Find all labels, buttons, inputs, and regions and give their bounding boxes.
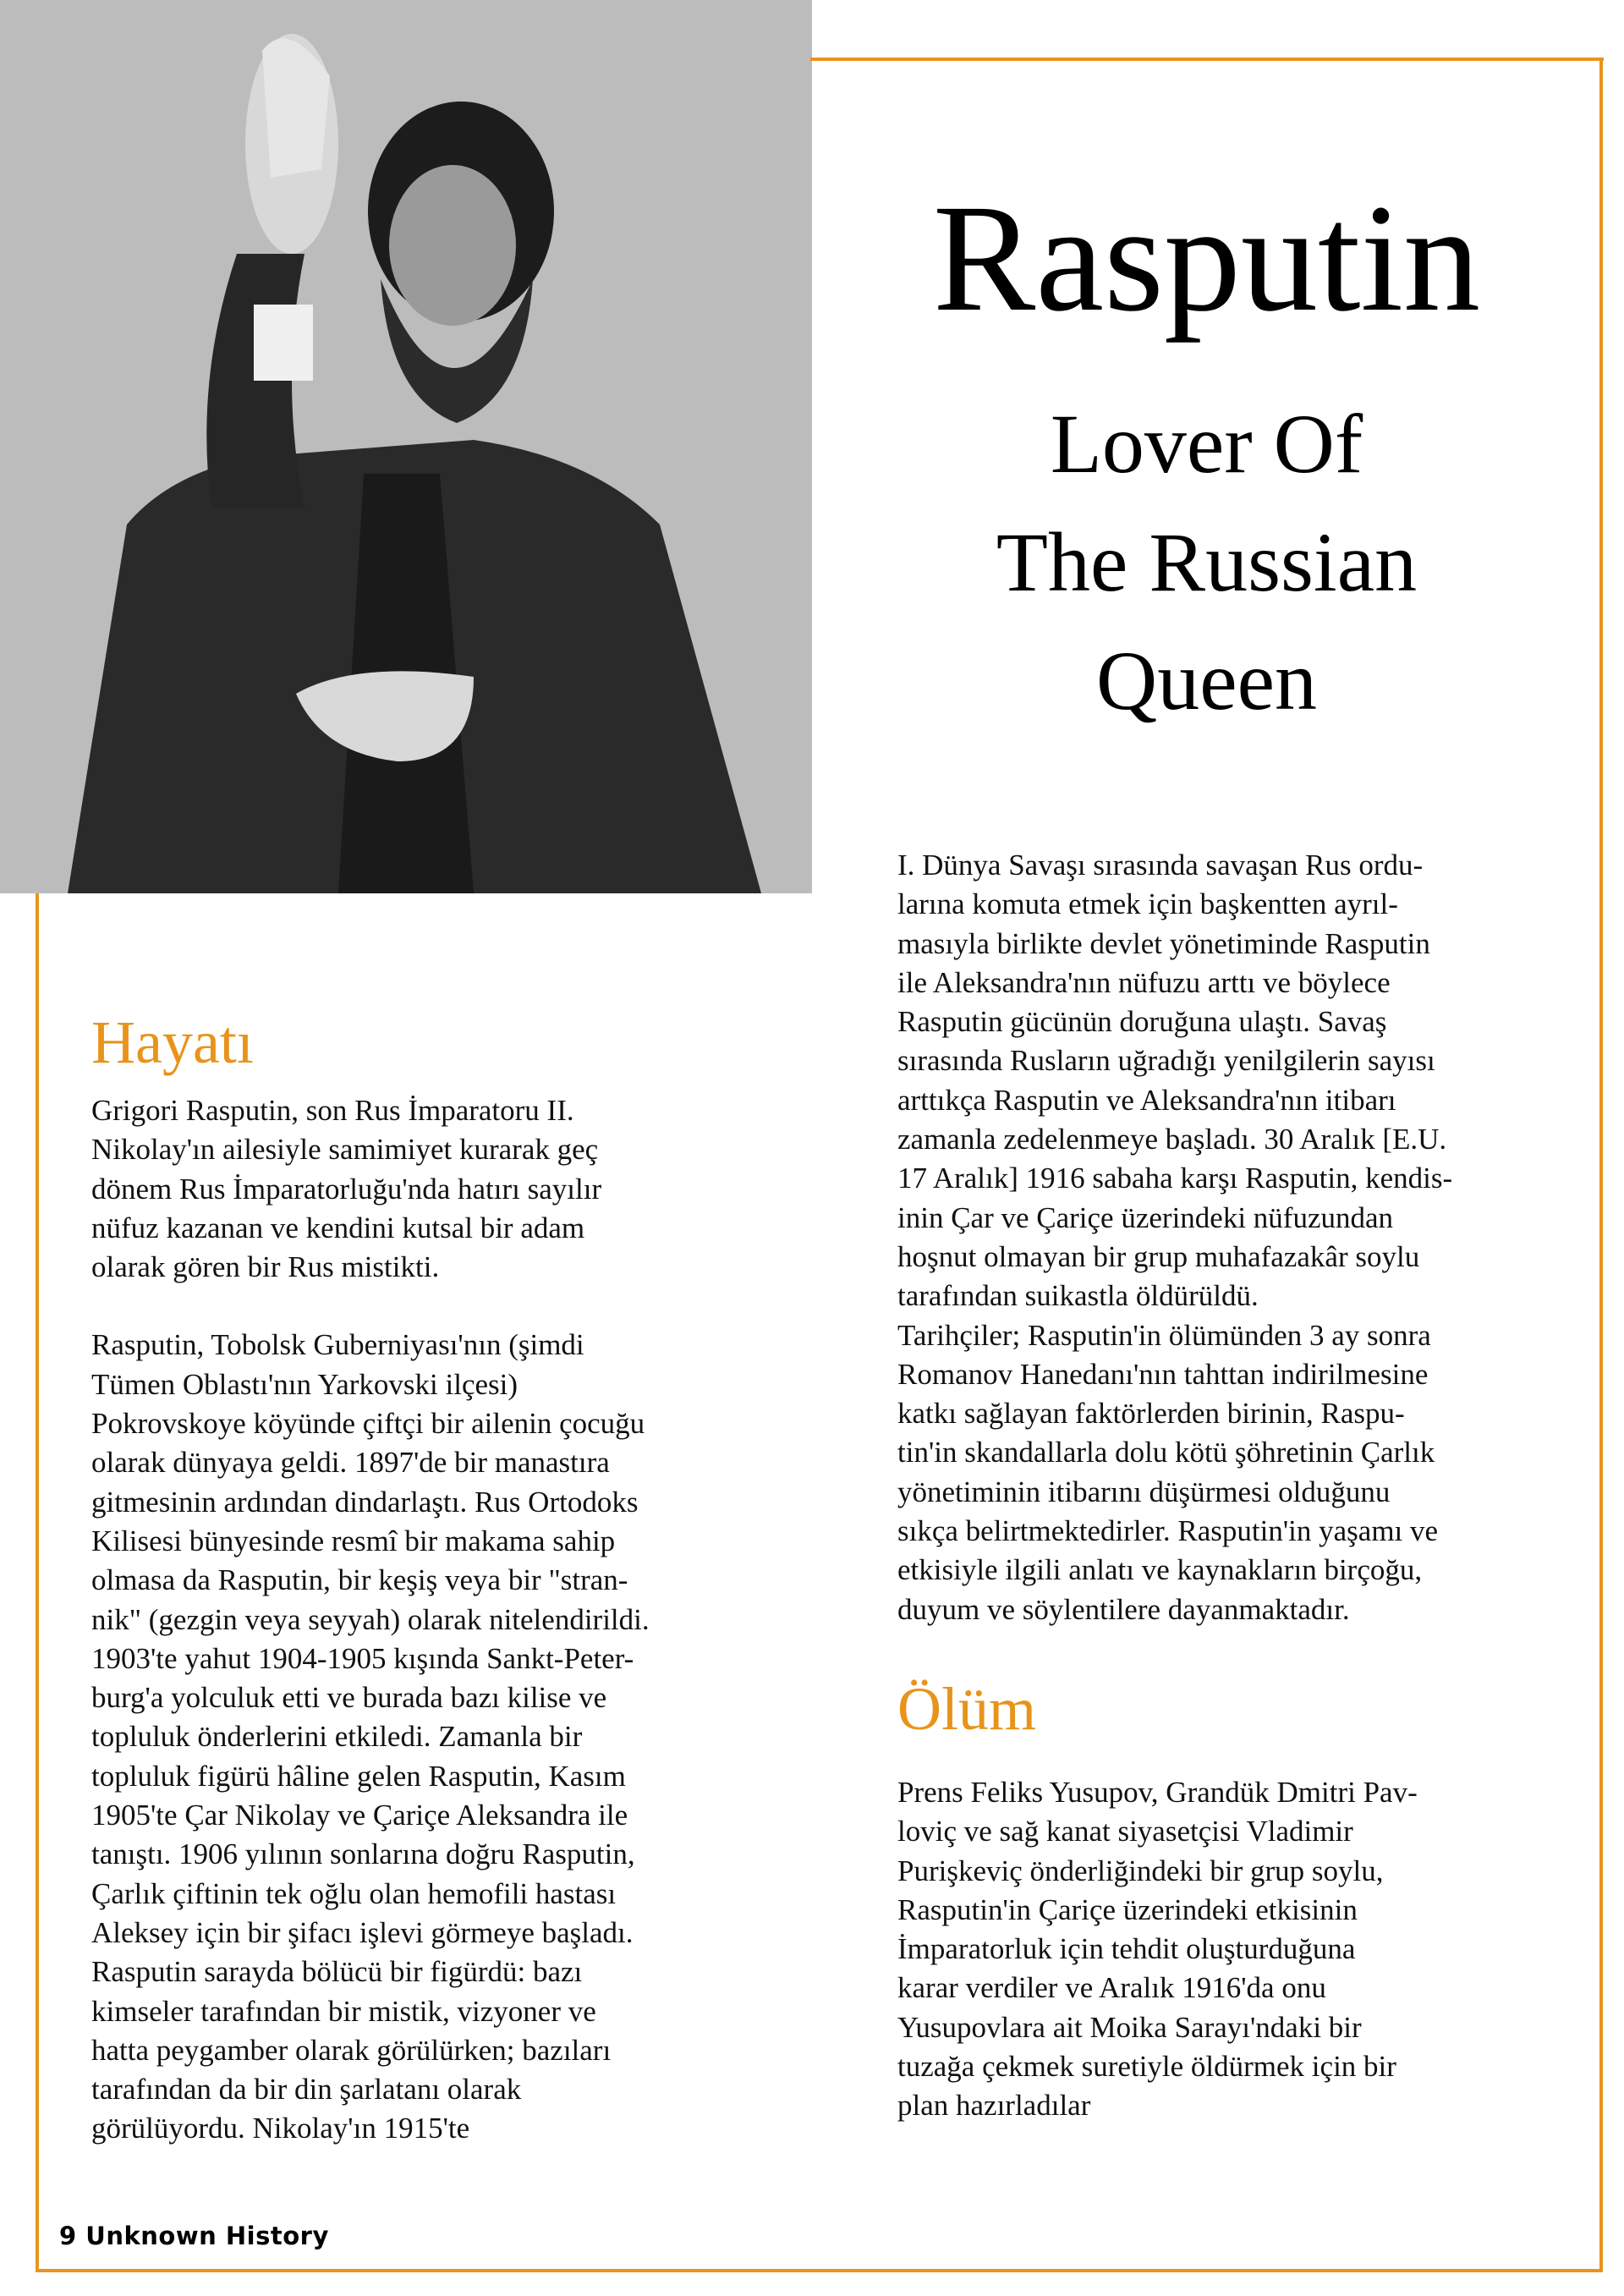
text-line: duyum ve söylentilere dayanmaktadır.	[897, 1592, 1350, 1626]
text-line: ile Aleksandra'nın nüfuzu arttı ve böylece	[897, 965, 1391, 999]
text-line: Tarihçiler; Rasputin'in ölümünden 3 ay sonra	[897, 1318, 1431, 1352]
text-line: olarak dünyaya geldi. 1897'de bir manastıra	[91, 1446, 610, 1480]
text-line: yönetiminin itibarını düşürmesi olduğunu	[897, 1475, 1391, 1508]
text-line: dönem Rus İmparatorluğu'nda hatırı sayılır	[91, 1172, 602, 1206]
text-line: loviç ve sağ kanat siyasetçisi Vladimir	[897, 1815, 1353, 1848]
page-number: 9	[59, 2222, 77, 2250]
hayati-paragraph-1	[91, 1091, 802, 1287]
text-line: nik" (gezgin veya seyyah) olarak nitelendirildi.	[91, 1602, 650, 1636]
text-line: Grigori Rasputin, son Rus İmparatoru II.	[91, 1094, 574, 1127]
text-line: burg'a yolculuk etti ve burada bazı kilise ve	[91, 1681, 607, 1715]
subtitle-line: Queen	[1096, 634, 1317, 728]
text-line: görülüyordu. Nikolay'ın 1915'te	[91, 2112, 470, 2145]
text-line: Rasputin gücünün doruğuna ulaştı. Savaş	[897, 1005, 1387, 1039]
text-line: 1905'te Çar Nikolay ve Çariçe Aleksandra ile	[91, 1799, 628, 1832]
page-footer	[59, 2222, 329, 2250]
text-line: olmasa da Rasputin, bir keşiş veya bir "stran-	[91, 1563, 628, 1597]
text-line: sırasında Rusların uğradığı yenilgilerin sayısı	[897, 1044, 1435, 1078]
text-line: 17 Aralık] 1916 sabaha karşı Rasputin, kendis-	[897, 1162, 1453, 1195]
text-line: Pokrovskoye köyünde çiftçi bir ailenin çocuğu	[91, 1407, 645, 1441]
article-subtitle	[812, 385, 1601, 740]
text-line: kimseler tarafından bir mistik, vizyoner ve	[91, 1994, 596, 2028]
portrait-illustration	[0, 0, 812, 893]
text-line: sıkça belirtmektedirler. Rasputin'in yaşamı ve	[897, 1514, 1439, 1548]
text-line: topluluk figürü hâline gelen Rasputin, Kasım	[91, 1759, 626, 1793]
right-column	[897, 846, 1583, 2126]
paragraph-gap	[91, 1287, 802, 1326]
text-line: etkisiyle ilgili anlatı ve kaynakların birçoğu,	[897, 1553, 1423, 1587]
text-line: tin'in skandallarla dolu kötü şöhretinin Çarlık	[897, 1436, 1435, 1469]
text-line: larına komuta etmek için başkentten ayrıl-	[897, 887, 1398, 921]
text-line: Romanov Hanedanı'nın tahttan indirilmesine	[897, 1357, 1429, 1391]
text-line: hoşnut olmayan bir grup muhafazakâr soylu	[897, 1239, 1420, 1273]
text-line: Rasputin'in Çariçe üzerindeki etkisinin	[897, 1892, 1358, 1926]
text-line: Rasputin sarayda bölücü bir figürdü: bazı	[91, 1955, 583, 1989]
text-line: tuzağa çekmek suretiyle öldürmek için bir	[897, 2050, 1396, 2084]
article-title: Rasputin	[932, 173, 1481, 343]
text-line: zamanla zedelenmeye başladı. 30 Aralık [E.U.	[897, 1123, 1447, 1156]
text-line: karar verdiler ve Aralık 1916'da onu	[897, 1971, 1326, 2005]
frame-border-bottom	[36, 2269, 1603, 2272]
text-line: I. Dünya Savaşı sırasında savaşan Rus ordu-	[897, 849, 1424, 882]
text-line: Rasputin, Tobolsk Guberniyası'nın (şimdi	[91, 1328, 584, 1362]
text-line: inin Çar ve Çariçe üzerindeki nüfuzundan	[897, 1200, 1394, 1234]
olum-paragraph	[897, 1773, 1583, 2126]
text-line: İmparatorluk için tehdit oluşturduğuna	[897, 1932, 1356, 1966]
left-column	[91, 1008, 802, 2149]
subtitle-line: Lover Of	[1050, 397, 1363, 491]
text-line: Kilisesi bünyesinde resmî bir makama sahip	[91, 1524, 616, 1557]
publication-name: Unknown History	[85, 2222, 329, 2250]
text-line: Nikolay'ın ailesiyle samimiyet kurarak geç	[91, 1133, 599, 1167]
section-heading-hayati: Hayatı	[91, 1008, 254, 1076]
text-line: plan hazırladılar	[897, 2089, 1091, 2123]
text-line: Aleksey için bir şifacı işlevi görmeye başladı.	[91, 1915, 634, 1949]
text-line: Tümen Oblastı'nın Yarkovski ilçesi)	[91, 1367, 518, 1401]
text-line: Purişkeviç önderliğindeki bir grup soylu,	[897, 1854, 1384, 1887]
text-line: nüfuz kazanan ve kendini kutsal bir adam	[91, 1211, 585, 1244]
rasputin-portrait-photo	[0, 0, 812, 893]
text-line: topluluk önderlerini etkiledi. Zamanla bir	[91, 1720, 583, 1754]
text-line: Yusupovlara ait Moika Sarayı'ndaki bir	[897, 2010, 1362, 2044]
text-line: olarak gören bir Rus mistikti.	[91, 1250, 440, 1284]
frame-border-left	[36, 893, 39, 2272]
text-line: hatta peygamber olarak görülürken; bazıları	[91, 2033, 612, 2067]
frame-border-top	[810, 58, 1604, 61]
text-line: Prens Feliks Yusupov, Grandük Dmitri Pav-	[897, 1775, 1418, 1809]
text-line: Çarlık çiftinin tek oğlu olan hemofili hastası	[91, 1876, 617, 1910]
hayati-paragraph-2	[91, 1326, 802, 2148]
continuation-paragraph	[897, 846, 1583, 1629]
text-line: tanıştı. 1906 yılının sonlarına doğru Rasputin,	[91, 1837, 635, 1871]
text-line: gitmesinin ardından dindarlaştı. Rus Ortodoks	[91, 1485, 639, 1519]
text-line: 1903'te yahut 1904-1905 kışında Sankt-Peter-	[91, 1641, 634, 1675]
text-line: masıyla birlikte devlet yönetiminde Rasputin	[897, 926, 1430, 960]
text-line: tarafından da bir din şarlatanı olarak	[91, 2073, 522, 2106]
text-line: tarafından suikastla öldürüldü.	[897, 1279, 1259, 1313]
subtitle-line: The Russian	[996, 515, 1418, 609]
section-heading-olum: Ölüm	[897, 1674, 1037, 1743]
text-line: katkı sağlayan faktörlerden birinin, Raspu-	[897, 1397, 1405, 1431]
text-line: arttıkça Rasputin ve Aleksandra'nın itibarı	[897, 1083, 1396, 1117]
